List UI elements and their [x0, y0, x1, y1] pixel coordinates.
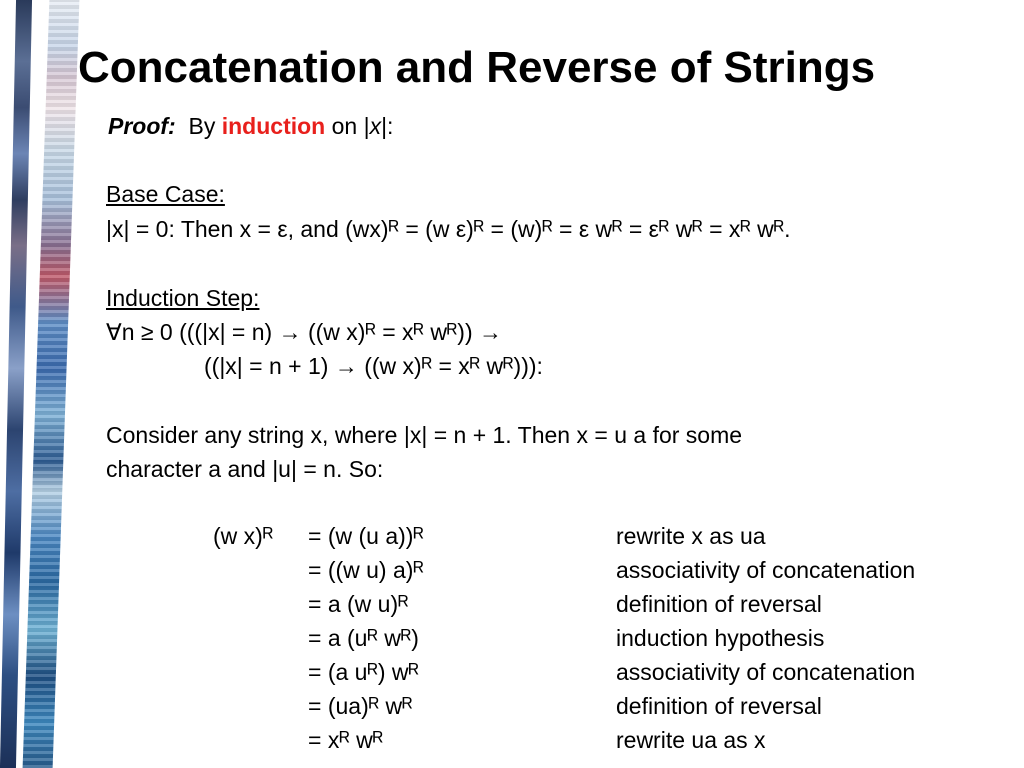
induction-step-line-2: ((|x| = n + 1) → ((w x)ᴿ = xᴿ wᴿ))): — [204, 353, 543, 379]
proof-label: Proof: — [108, 113, 176, 139]
derivation-reason: rewrite x as ua — [616, 523, 766, 549]
base-case-statement: |x| = 0: Then x = ε, and (wx)ᴿ = (w ε)ᴿ = (w)ᴿ = ε wᴿ = εᴿ wᴿ = xᴿ wᴿ. — [106, 216, 791, 242]
proof-var: x — [369, 113, 382, 139]
proof-by: By — [188, 113, 216, 139]
derivation-lhs: (w x)ᴿ — [213, 523, 274, 549]
derivation-reason: rewrite ua as x — [616, 727, 766, 753]
derivation-expr: = a (w u)ᴿ — [308, 591, 409, 617]
derivation-reason: definition of reversal — [616, 591, 822, 617]
derivation-expr: = (w (u a))ᴿ — [308, 523, 424, 549]
proof-on: on | — [331, 113, 370, 139]
induction-step-line-1: ∀n ≥ 0 (((|x| = n) → ((w x)ᴿ = xᴿ wᴿ)) → — [106, 319, 503, 345]
proof-end: |: — [381, 113, 394, 139]
derivation-expr: = a (uᴿ wᴿ) — [308, 625, 419, 651]
proof-line — [108, 112, 393, 140]
slide-title: Concatenation and Reverse of Strings — [78, 43, 876, 92]
derivation-expr: = xᴿ wᴿ — [308, 727, 384, 753]
derivation-expr: = (ua)ᴿ wᴿ — [308, 693, 413, 719]
proof-method: induction — [221, 113, 326, 139]
derivation-reason: induction hypothesis — [616, 625, 825, 651]
base-case-heading: Base Case: — [106, 181, 225, 207]
derivation-expr: = ((w u) a)ᴿ — [308, 557, 424, 583]
derivation-expr: = (a uᴿ) wᴿ — [308, 659, 419, 685]
derivation-reason: definition of reversal — [616, 693, 822, 719]
consider-line-2: character a and |u| = n. So: — [106, 456, 384, 482]
derivation-reason: associativity of concatenation — [616, 659, 916, 685]
induction-step-heading: Induction Step: — [106, 285, 260, 311]
decorative-left-strip-floral — [23, 0, 80, 768]
consider-line-1: Consider any string x, where |x| = n + 1. Then x = u a for some — [106, 422, 743, 448]
derivation-reason: associativity of concatenation — [616, 557, 916, 583]
